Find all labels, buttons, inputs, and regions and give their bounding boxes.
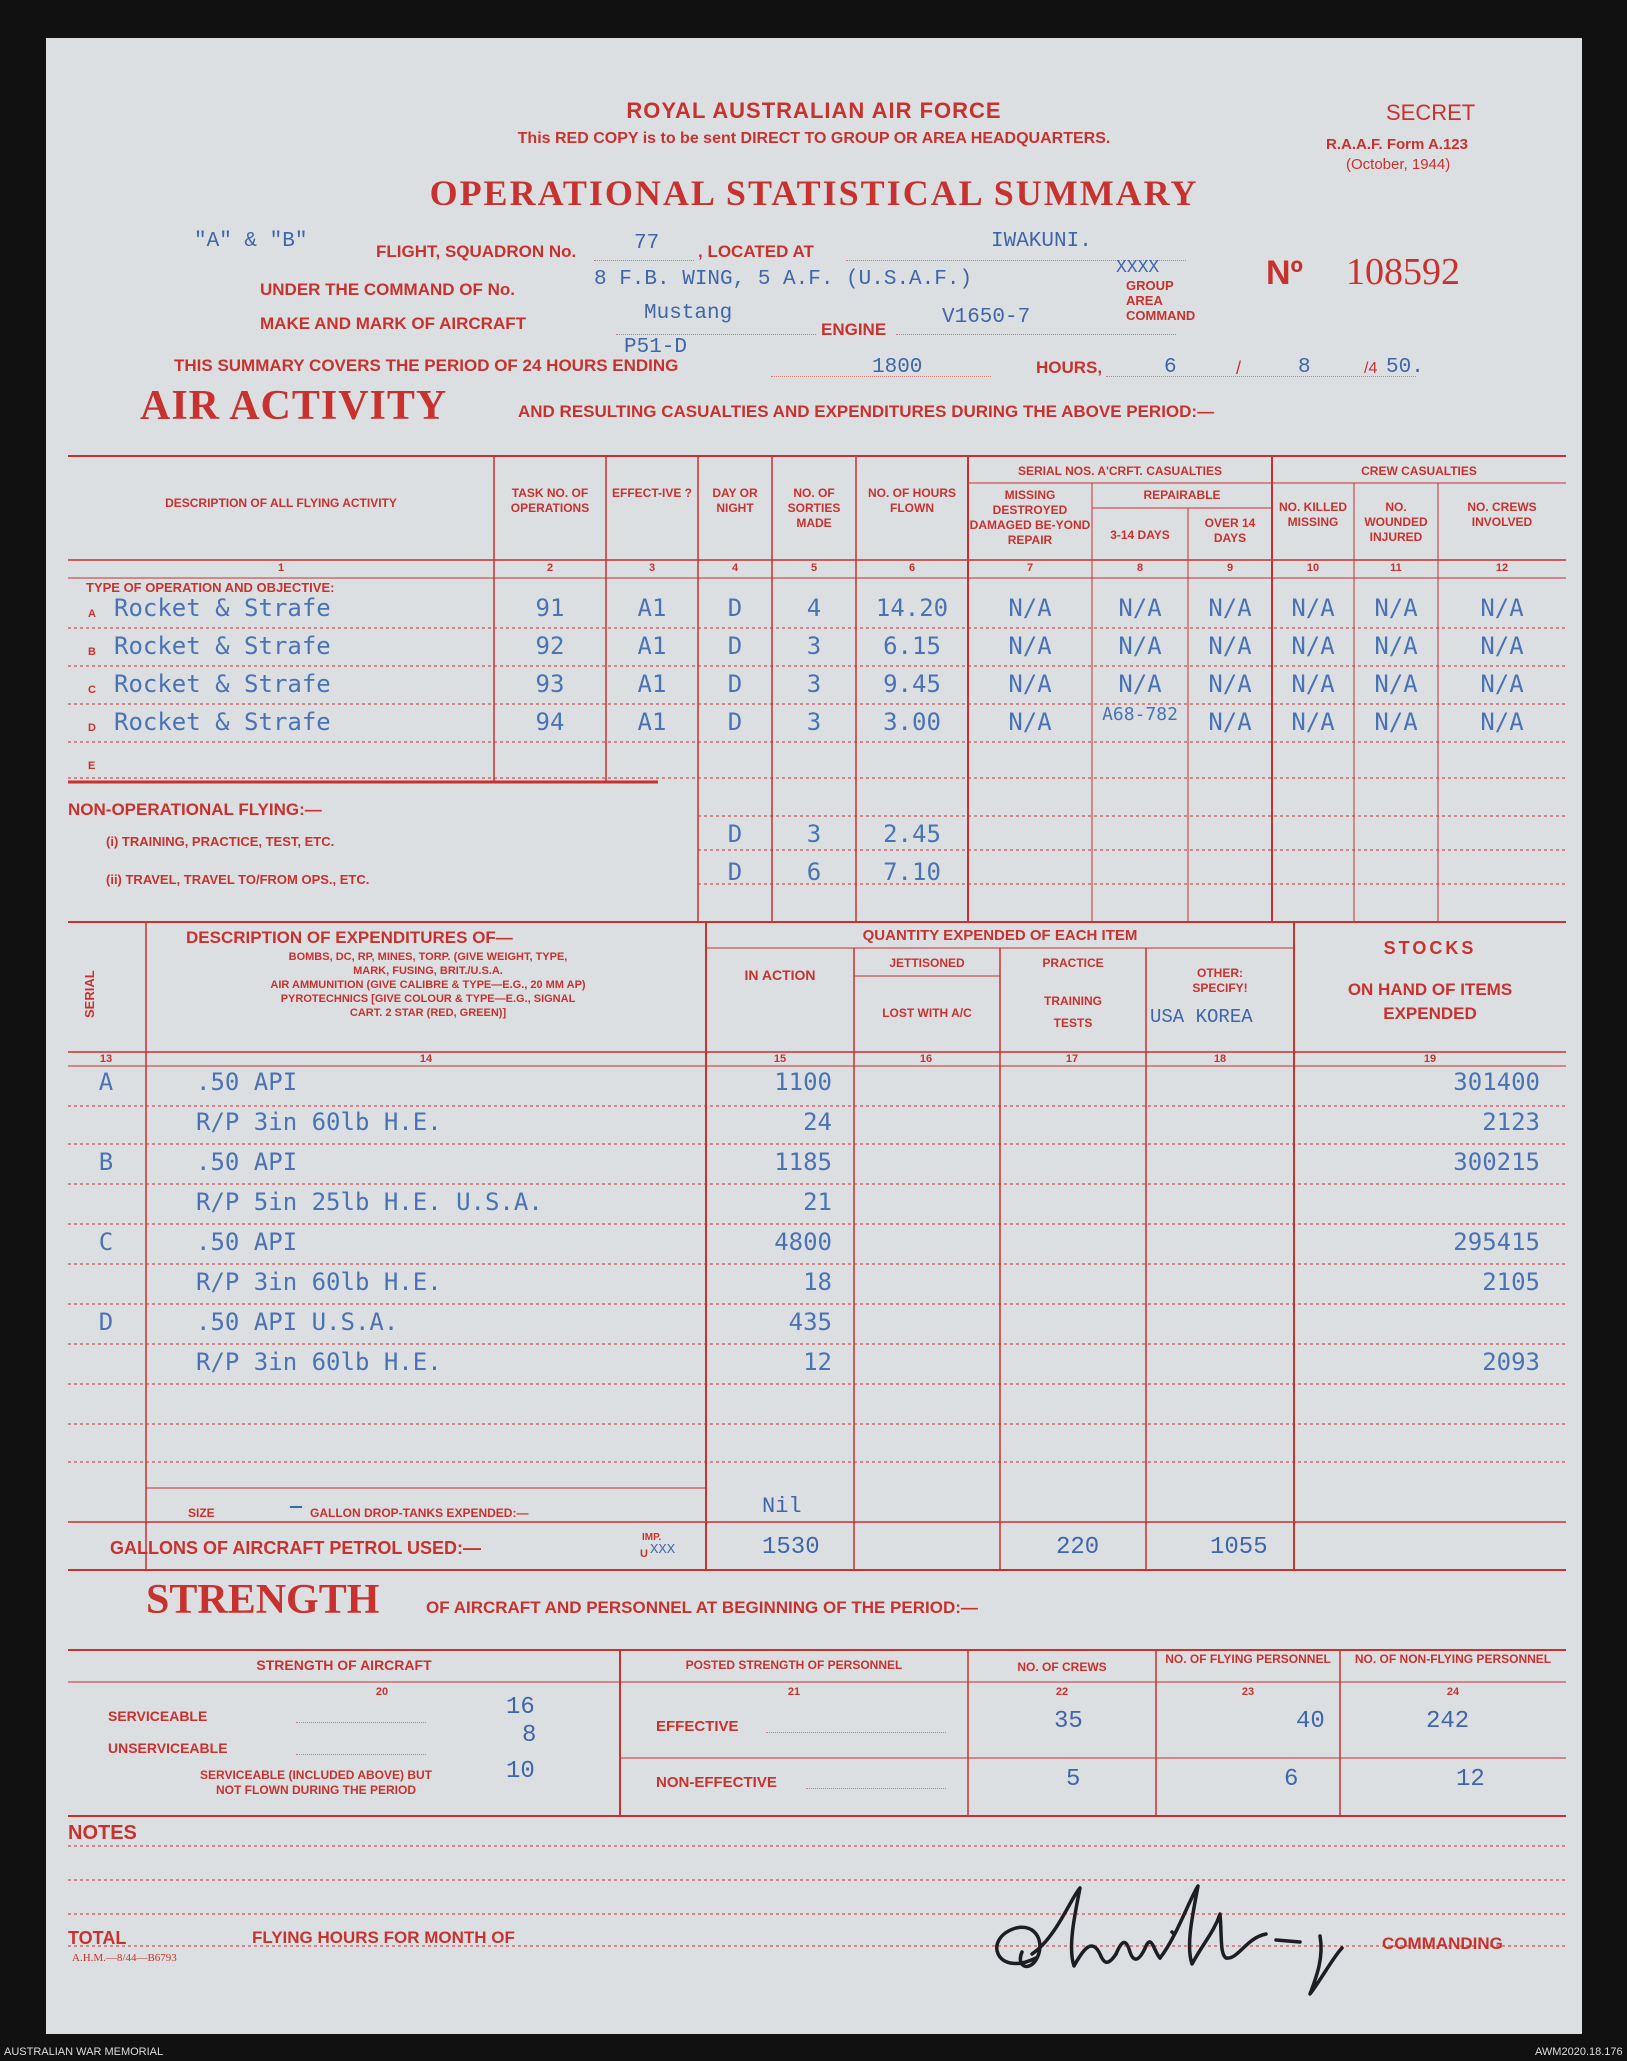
col-header-12: NO. CREWS INVOLVED <box>1467 500 1537 529</box>
row-c12: N/A <box>1480 708 1524 736</box>
not-flown-value: 10 <box>506 1758 535 1785</box>
period-time: 1800 <box>872 356 923 379</box>
expenditure-in-action: 1185 <box>774 1148 832 1176</box>
strength-heading: STRENGTH <box>146 1577 380 1623</box>
row-c12: N/A <box>1480 670 1524 698</box>
row-letter: C <box>88 684 96 696</box>
qty-header: QUANTITY EXPENDED OF EACH ITEM <box>862 927 1138 944</box>
serial-header: SERIAL <box>82 970 97 1018</box>
petrol-struck: XXX <box>650 1542 676 1558</box>
air-activity-subheading: AND RESULTING CASUALTIES AND EXPENDITURES DURING THE ABOVE PERIOD:— <box>518 402 1215 421</box>
row-description: Rocket & Strafe <box>114 670 331 698</box>
expenditure-description: R/P 5in 25lb H.E. U.S.A. <box>196 1188 543 1216</box>
repairable-header: REPAIRABLE <box>1143 488 1221 502</box>
crew-group-header: CREW CASUALTIES <box>1361 464 1477 478</box>
row-task: 92 <box>535 632 565 660</box>
expenditure-stock: 2093 <box>1482 1348 1540 1376</box>
stocks-subheader: ON HAND OF ITEMS EXPENDED <box>1347 980 1513 1023</box>
stocks-header: STOCKS <box>1383 938 1477 958</box>
droptank-label: GALLON DROP-TANKS EXPENDED:— <box>310 1506 529 1520</box>
row-hours: 6.15 <box>883 632 941 660</box>
column-number: 15 <box>773 1053 787 1065</box>
row-effective: A1 <box>637 632 667 660</box>
expenditure-stock: 2123 <box>1482 1108 1540 1136</box>
row-task: 93 <box>535 670 565 698</box>
non-op-sorties: 3 <box>806 820 822 848</box>
engine-value: V1650-7 <box>942 306 1031 329</box>
column-number: 20 <box>375 1686 389 1698</box>
hours-label: HOURS, <box>1036 358 1103 377</box>
desc-instructions: BOMBS, DC, RP, MINES, TORP. (GIVE WEIGHT, TYPE, MARK, FUSING, BRIT./U.S.A. AIR AMMUNITION (GIVE CALIBRE & TYPE—E.G., 20 MM AP) PYROTECHNICS [GIVE COLOUR & TYPE—E.G., SIGNAL CART. 2 STAR (RED, GREEN)] <box>270 951 586 1019</box>
command-struck: XXXX <box>1116 258 1160 278</box>
command-options: GROUP AREA COMMAND <box>1126 278 1196 323</box>
crews-header: NO. OF CREWS <box>1017 1660 1107 1674</box>
effective-crews: 35 <box>1054 1708 1083 1735</box>
unserviceable-label: UNSERVICEABLE <box>108 1740 228 1756</box>
row-c9: N/A <box>1208 708 1252 736</box>
expenditure-stock: 2105 <box>1482 1268 1540 1296</box>
expenditure-serial: B <box>98 1148 114 1176</box>
tests-header: TESTS <box>1053 1016 1093 1030</box>
column-number: 17 <box>1065 1053 1079 1065</box>
expenditure-description: R/P 3in 60lb H.E. <box>196 1268 442 1296</box>
expenditure-stock: 300215 <box>1453 1148 1540 1176</box>
row-sorties: 4 <box>806 594 822 622</box>
effective-label: EFFECTIVE <box>656 1718 739 1735</box>
expenditure-description: .50 API <box>196 1068 298 1096</box>
row-description: Rocket & Strafe <box>114 708 331 736</box>
non-op-label: NON-OPERATIONAL FLYING:— <box>68 800 322 819</box>
column-number: 16 <box>919 1053 933 1065</box>
expenditure-description: R/P 3in 60lb H.E. <box>196 1348 442 1376</box>
in-action-header: IN ACTION <box>744 967 816 983</box>
row-c9: N/A <box>1208 594 1252 622</box>
row-c7: N/A <box>1008 670 1052 698</box>
commanding-label: COMMANDING <box>1382 1934 1503 1953</box>
row-dn: D <box>727 594 743 622</box>
engine-label: ENGINE <box>821 320 887 339</box>
serial-number: 108592 <box>1346 251 1460 293</box>
lost-header: LOST WITH A/C <box>882 1006 972 1020</box>
non-effective-nonflying: 12 <box>1456 1766 1485 1793</box>
row-c10: N/A <box>1291 708 1335 736</box>
column-number: 24 <box>1446 1686 1460 1698</box>
col-header-6: NO. OF HOURS FLOWN <box>867 486 956 515</box>
serial-group-header: SERIAL NOS. A'CRFT. CASUALTIES <box>1018 464 1222 478</box>
row-sorties: 3 <box>806 632 822 660</box>
expenditure-description: .50 API <box>196 1228 298 1256</box>
row-c7: N/A <box>1008 632 1052 660</box>
expenditure-description: .50 API <box>196 1148 298 1176</box>
effective-flying: 40 <box>1296 1708 1325 1735</box>
flight-label: FLIGHT, SQUADRON No. <box>376 242 577 261</box>
classification-label: SECRET <box>1386 100 1476 125</box>
col-header-4: DAY OR NIGHT <box>712 486 758 515</box>
total-label: TOTAL <box>68 1928 127 1948</box>
notes-label: NOTES <box>68 1822 137 1844</box>
row-hours: 9.45 <box>883 670 941 698</box>
col-header-2: TASK NO. OF OPERATIONS <box>510 486 590 515</box>
row-c12: N/A <box>1480 594 1524 622</box>
not-flown-label: SERVICEABLE (INCLUDED ABOVE) BUT NOT FLOWN DURING THE PERIOD <box>199 1768 432 1797</box>
row-c8: A68-782 <box>1102 704 1178 725</box>
year-prefix: /4 <box>1364 360 1378 377</box>
practice-header: PRACTICE <box>1042 956 1104 970</box>
jettisoned-header: JETTISONED <box>889 956 965 970</box>
non-effective-crews: 5 <box>1066 1766 1081 1793</box>
command-label: UNDER THE COMMAND OF No. <box>260 280 515 299</box>
form-rules <box>46 38 1582 2034</box>
col-header-1: DESCRIPTION OF ALL FLYING ACTIVITY <box>165 496 397 510</box>
petrol-imp-label: IMP. <box>642 1532 662 1543</box>
strength-subheading: OF AIRCRAFT AND PERSONNEL AT BEGINNING OF THE PERIOD:— <box>426 1598 978 1617</box>
row-c10: N/A <box>1291 594 1335 622</box>
non-op-day-night: D <box>727 820 743 848</box>
row-effective: A1 <box>637 708 667 736</box>
row-c8: N/A <box>1118 632 1162 660</box>
row-letter: D <box>88 722 96 734</box>
aircraft-mark: P51-D <box>624 336 688 359</box>
column-number: 23 <box>1241 1686 1255 1698</box>
expenditure-stock: 301400 <box>1453 1068 1540 1096</box>
row-effective: A1 <box>637 670 667 698</box>
row-sorties: 3 <box>806 670 822 698</box>
command-value: 8 F.B. WING, 5 A.F. (U.S.A.F.) <box>594 268 973 291</box>
month-value: 8 <box>1298 356 1311 379</box>
column-number: 11 <box>1390 562 1402 574</box>
effective-nonflying: 242 <box>1426 1708 1470 1735</box>
location-value: IWAKUNI. <box>991 230 1092 253</box>
expenditure-description: .50 API U.S.A. <box>196 1308 399 1336</box>
expenditure-in-action: 21 <box>803 1188 832 1216</box>
row-c12: N/A <box>1480 632 1524 660</box>
archive-right: AWM2020.18.176 <box>1535 2046 1623 2058</box>
row-c8: N/A <box>1118 594 1162 622</box>
col-header-10: NO. KILLED MISSING <box>1279 500 1347 529</box>
instruction-text: This RED COPY is to be sent DIRECT TO GROUP OR AREA HEADQUARTERS. <box>517 130 1111 147</box>
row-letter: A <box>88 608 96 620</box>
row-task: 91 <box>535 594 565 622</box>
row-c9: N/A <box>1208 632 1252 660</box>
row-c11: N/A <box>1374 670 1418 698</box>
nonflying-header: NO. OF NON-FLYING PERSONNEL <box>1354 1652 1552 1666</box>
col-header-11: NO. WOUNDED INJURED <box>1364 500 1428 544</box>
expenditure-in-action: 12 <box>803 1348 832 1376</box>
aircraft-strength-header: STRENGTH OF AIRCRAFT <box>256 1657 432 1673</box>
print-code: A.H.M.—8/44—B6793 <box>72 1952 177 1964</box>
non-op-day-night: D <box>727 858 743 886</box>
expenditure-serial: A <box>98 1068 114 1096</box>
flying-header: NO. OF FLYING PERSONNEL <box>1165 1652 1331 1666</box>
column-number: 5 <box>810 562 818 574</box>
training-header: TRAINING <box>1044 994 1102 1008</box>
air-activity-heading: AIR ACTIVITY <box>140 383 448 429</box>
petrol-label: GALLONS OF AIRCRAFT PETROL USED:— <box>110 1538 481 1558</box>
expenditure-in-action: 24 <box>803 1108 832 1136</box>
expenditure-in-action: 435 <box>788 1308 832 1336</box>
archive-left: AUSTRALIAN WAR MEMORIAL <box>4 2046 164 2058</box>
flying-hours-label: FLYING HOURS FOR MONTH OF <box>252 1928 515 1947</box>
row-c11: N/A <box>1374 594 1418 622</box>
column-number: 10 <box>1306 562 1320 574</box>
serviceable-value: 16 <box>506 1694 535 1721</box>
commander-signature <box>976 1868 1396 1998</box>
desc-header: DESCRIPTION OF EXPENDITURES OF— <box>186 928 513 947</box>
row-dn: D <box>727 708 743 736</box>
row-hours: 14.20 <box>875 594 949 622</box>
petrol-other: 1055 <box>1210 1534 1268 1561</box>
row-dn: D <box>727 632 743 660</box>
droptank-value: Nil <box>762 1494 802 1519</box>
form-title: OPERATIONAL STATISTICAL SUMMARY <box>429 173 1199 213</box>
column-number: 19 <box>1423 1053 1437 1065</box>
column-number: 21 <box>787 1686 801 1698</box>
column-number: 3 <box>648 562 656 574</box>
column-number: 12 <box>1495 562 1509 574</box>
flight-value: "A" & "B" <box>194 230 308 253</box>
row-letter: B <box>88 646 96 658</box>
column-number: 22 <box>1055 1686 1069 1698</box>
col-header-5: NO. OF SORTIES MADE <box>787 486 841 530</box>
unserviceable-value: 8 <box>522 1722 537 1749</box>
col-header-7: MISSING DESTROYED DAMAGED BE-YOND REPAIR <box>969 488 1091 547</box>
row-c11: N/A <box>1374 708 1418 736</box>
petrol-us-label: U <box>640 1548 648 1560</box>
column-number: 2 <box>546 562 554 574</box>
column-number: 13 <box>99 1053 113 1065</box>
expenditure-in-action: 1100 <box>774 1068 832 1096</box>
column-number: 1 <box>277 562 285 574</box>
form-sheet: ROYAL AUSTRALIAN AIR FORCE This RED COPY is to be sent DIRECT TO GROUP OR AREA HEADQUARTERS. SECRET R.A.A.F. Form A.123 (October, 1944) OPERATIONAL STATISTICAL SUMMARY "A" & "B" FLIGHT, SQUADRON No. 77 , LOCATED AT IWAKUNI. UNDER THE COMMAND OF No. 8 F.B. WING, 5 A.F. (U.S.A.F.) XXXX GROUP AREA COMMAND Nº 108592 MAKE AND MARK OF AIRCRAFT Mustang ENGINE V1650-7 P51-D THIS SUMMARY COVERS THE PERIOD OF 24 HOURS ENDING 1800 HOURS, 6 / 8 /4 50. AIR ACTIVITY AND RESULTING CASUALTIES AND EXPENDITURES DURING THE ABOVE PERIOD:— DESCRIPTION OF ALL FLYING ACTIVITY TASK NO. OF OPERATIONS EFFECT-IVE ? DAY OR NIGHT NO. OF SORTIES MADE NO. OF HOURS FLOWN SERIAL NOS. A'CRFT. CASUALTIES MISSING DESTROYED DAMAGED BE-YOND REPAIR REPAIRABLE 3-14 DAYS OVER 14 DAYS CREW CASUALTIES NO. KILLED MISSING NO. WOUNDED INJURED NO. CREWS INVOLVED 1 2 3 4 5 6 7 8 9 10 11 12 TYPE OF OPERATION AND OBJECTIVE: A Rocket & Strafe 91 A1 D 4 14.20 N/A N/A N/A N/A N/A N/A B Rocket & Strafe 92 A1 D 3 6.15 N/A N/A N/A N/A N/A N/A C Rocket & Strafe 93 A1 D 3 9.45 N/A N/A N/A N/A N/A N/A D Rocket & Strafe 94 A1 D 3 3.00 N/A A68-782 N/A N/A N/A N/A E NON-OPERATIONAL FLYING:— (i) TRAINING, PRACTICE, TEST, ETC. D 3 2.45 (ii) TRAVEL, TRAVEL TO/FROM OPS., ETC. D 6 7.10 SERIAL DESCRIPTION OF EXPENDITURES OF— BOMBS, DC, RP, MINES, TORP. (GIVE WEIGHT, TYPE, MARK, FUSING, BRIT./U.S.A. AIR AMMUNITION (GIVE CALIBRE & TYPE—E.G., 20 MM AP) PYROTECHNICS [GIVE COLOUR & TYPE—E.G., SIGNAL CART. 2 STAR (RED, GREEN)] QUANTITY EXPENDED OF EACH ITEM IN ACTION JETTISONED LOST WITH A/C PRACTICE TRAINING TESTS OTHER: SPECIFY! USA KOREA STOCKS ON HAND OF ITEMS EXPENDED 13 14 15 16 17 18 19 A .50 API 1100 301400 R/P 3in 60lb H.E. 24 2123 B .50 API 1185 300215 R/P 5in 25lb H.E. U.S.A. 21 C .50 API 4800 295415 R/P 3in 60lb H.E. 18 2105 D .50 API U.S.A. 435 R/P 3in 60lb H.E. 12 2093 SIZE — GALLON DROP-TANKS EXPENDED:— Nil GALLONS OF AIRCRAFT PETROL USED:— IMP. U XXX 1530 220 1055 STRENGTH OF AIRCRAFT AND PERSONNEL AT BEGINNING OF THE PERIOD:— STRENGTH OF AIRCRAFT POSTED STRENGTH OF PERSONNEL NO. OF CREWS NO. OF FLYING PERSONNEL NO. OF NON-FLYING PERSONNEL 20 21 22 23 24 SERVICEABLE 16 UNSERVICEABLE 8 SERVICEABLE (INCLUDED ABOVE) BUT NOT FLOWN DURING THE PERIOD 10 EFFECTIVE NON-EFFECTIVE 35 40 242 5 6 12 NOTES TOTAL FLYING HOURS FOR MONTH OF COMMANDING A.H.M.—8/44—B6793 <box>46 38 1582 2034</box>
serial-prefix: Nº <box>1266 254 1303 292</box>
expenditure-serial: C <box>98 1228 114 1256</box>
row-c7: N/A <box>1008 708 1052 736</box>
row-description: Rocket & Strafe <box>114 594 331 622</box>
row-c10: N/A <box>1291 632 1335 660</box>
row-letter: E <box>88 760 96 772</box>
other-value: USA KOREA <box>1150 1006 1253 1028</box>
expenditure-in-action: 18 <box>803 1268 832 1296</box>
col-header-3: EFFECT-IVE ? <box>611 486 692 500</box>
row-c10: N/A <box>1291 670 1335 698</box>
non-op-hours: 2.45 <box>883 820 941 848</box>
expenditure-description: R/P 3in 60lb H.E. <box>196 1108 442 1136</box>
form-date: (October, 1944) <box>1346 156 1451 173</box>
row-task: 94 <box>535 708 565 736</box>
row-description: Rocket & Strafe <box>114 632 331 660</box>
expenditure-stock: 295415 <box>1453 1228 1540 1256</box>
column-number: 8 <box>1136 562 1144 574</box>
row-c11: N/A <box>1374 632 1418 660</box>
petrol-training: 220 <box>1056 1534 1100 1561</box>
non-op-hours: 7.10 <box>883 858 941 886</box>
row-sorties: 3 <box>806 708 822 736</box>
year-value: 50. <box>1386 356 1424 379</box>
row-dn: D <box>727 670 743 698</box>
non-op-label: (ii) TRAVEL, TRAVEL TO/FROM OPS., ETC. <box>106 872 370 887</box>
personnel-header: POSTED STRENGTH OF PERSONNEL <box>685 1658 903 1672</box>
column-number: 4 <box>731 562 739 574</box>
serviceable-label: SERVICEABLE <box>108 1708 208 1724</box>
col-header-8: 3-14 DAYS <box>1110 528 1170 542</box>
day-value: 6 <box>1164 356 1177 379</box>
aircraft-make: Mustang <box>644 302 733 325</box>
column-number: 6 <box>908 562 916 574</box>
row-c9: N/A <box>1208 670 1252 698</box>
non-effective-label: NON-EFFECTIVE <box>656 1774 777 1791</box>
column-number: 7 <box>1026 562 1034 574</box>
col-header-9: OVER 14 DAYS <box>1204 516 1256 545</box>
non-op-sorties: 6 <box>806 858 822 886</box>
column-number: 18 <box>1213 1053 1227 1065</box>
column-number: 9 <box>1226 562 1234 574</box>
org-name: ROYAL AUSTRALIAN AIR FORCE <box>626 98 1002 123</box>
droptank-size-label: SIZE <box>188 1506 215 1520</box>
aircraft-label: MAKE AND MARK OF AIRCRAFT <box>260 314 526 333</box>
non-op-label: (i) TRAINING, PRACTICE, TEST, ETC. <box>106 834 335 849</box>
non-effective-flying: 6 <box>1284 1766 1299 1793</box>
column-number: 14 <box>419 1053 433 1065</box>
droptank-size: — <box>290 1496 303 1519</box>
petrol-in-action: 1530 <box>762 1534 820 1561</box>
located-label: , LOCATED AT <box>698 242 814 261</box>
expenditure-serial: D <box>98 1308 114 1336</box>
row-effective: A1 <box>637 594 667 622</box>
other-header: OTHER: SPECIFY! <box>1192 966 1248 995</box>
row-c7: N/A <box>1008 594 1052 622</box>
type-label: TYPE OF OPERATION AND OBJECTIVE: <box>86 580 335 595</box>
form-name: R.A.A.F. Form A.123 <box>1326 136 1468 153</box>
squadron-value: 77 <box>634 232 660 255</box>
row-hours: 3.00 <box>883 708 941 736</box>
row-c8: N/A <box>1118 670 1162 698</box>
expenditure-in-action: 4800 <box>774 1228 832 1256</box>
period-label: THIS SUMMARY COVERS THE PERIOD OF 24 HOURS ENDING <box>174 356 679 375</box>
